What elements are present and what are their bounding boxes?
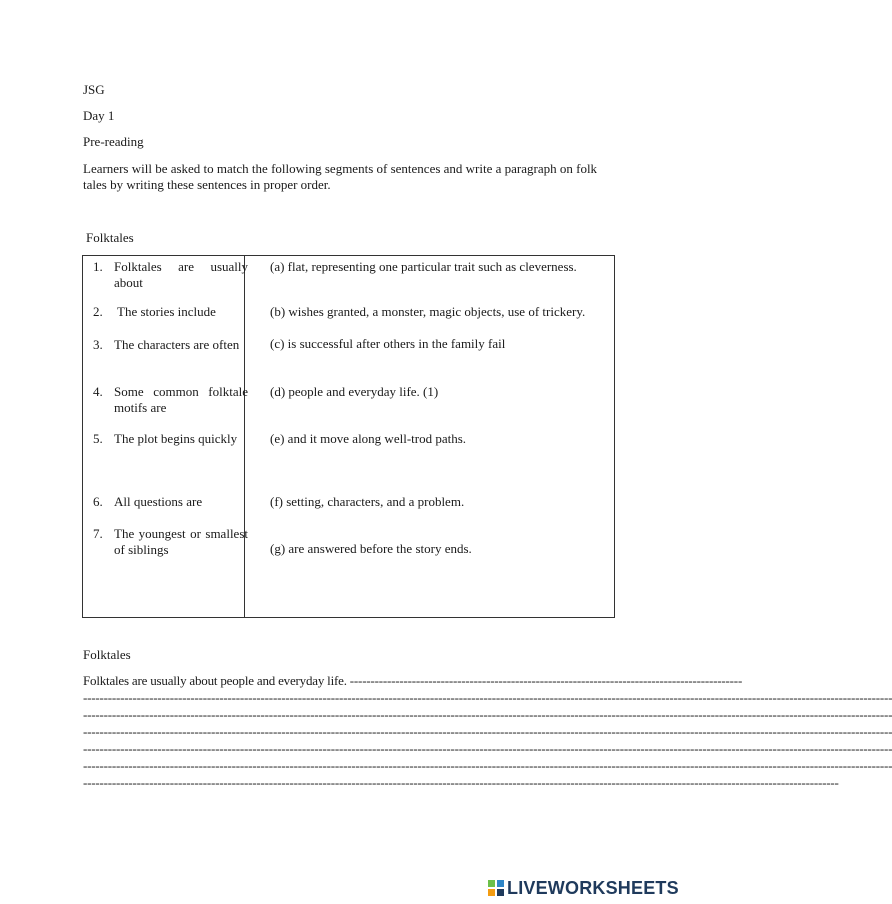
right-option-a: (a) flat, representing one particular trait such as cleverness. <box>270 259 577 274</box>
item-number: 4. <box>93 384 103 399</box>
answer-line-7[interactable]: --------------------------------------------------------------------------------------------------------------------------------------------------------------------------------------- <box>83 775 839 790</box>
answer-line-3[interactable]: ---------------------------------------------------------------------------------------------------------------------------------------------------------------------------------------------------- <box>83 707 892 722</box>
section-heading: Pre-reading <box>83 134 144 149</box>
instructions-text: Learners will be asked to match the following segments of sentences and write a paragraph on folk tales by writing these sentences in proper order. <box>83 161 598 192</box>
item-text: All questions are <box>114 494 203 509</box>
item-text: The stories include <box>117 304 216 319</box>
right-option-g: (g) are answered before the story ends. <box>270 541 472 556</box>
item-text: Folktales are usually about <box>114 259 248 290</box>
liveworksheets-logo-icon <box>488 880 504 896</box>
answer-line-1[interactable]: Folktales are usually about people and everyday life. ----------------------------------------------------------------------------------------------- <box>83 673 743 688</box>
answer-line-6[interactable]: ---------------------------------------------------------------------------------------------------------------------------------------------------------------------------------------------------- <box>83 758 892 773</box>
item-number: 3. <box>93 337 103 352</box>
item-text: Some common folktale motifs are <box>114 384 248 415</box>
day-label: Day 1 <box>83 108 115 123</box>
doc-code: JSG <box>83 82 105 97</box>
paragraph-title: Folktales <box>83 647 131 662</box>
answer-line-4[interactable]: ---------------------------------------------------------------------------------------------------------------------------------------------------------------------------------------------------- <box>83 724 892 739</box>
item-text: The characters are often <box>114 337 240 352</box>
liveworksheets-watermark[interactable] <box>488 876 679 900</box>
right-option-d: (d) people and everyday life. (1) <box>270 384 439 399</box>
right-option-b: (b) wishes granted, a monster, magic objects, use of trickery. <box>270 304 586 319</box>
answer-line-2[interactable]: ---------------------------------------------------------------------------------------------------------------------------------------------------------------------------------------------------- <box>83 690 892 705</box>
right-option-e: (e) and it move along well-trod paths. <box>270 431 467 446</box>
right-option-c: (c) is successful after others in the family fail <box>270 336 506 351</box>
answer-line-5[interactable]: ---------------------------------------------------------------------------------------------------------------------------------------------------------------------------------------------------- <box>83 741 892 756</box>
right-option-f: (f) setting, characters, and a problem. <box>270 494 465 509</box>
item-number: 5. <box>93 431 103 446</box>
table-title: Folktales <box>86 230 134 245</box>
item-number: 1. <box>93 259 103 274</box>
item-number: 6. <box>93 494 103 509</box>
matching-table <box>82 255 615 618</box>
item-number: 2. <box>93 304 103 319</box>
item-text: The youngest or smallest of siblings <box>114 526 248 557</box>
watermark-text: LIVEWORKSHEETS <box>507 877 679 898</box>
item-text: The plot begins quickly <box>114 431 238 446</box>
item-number: 7. <box>93 526 103 541</box>
